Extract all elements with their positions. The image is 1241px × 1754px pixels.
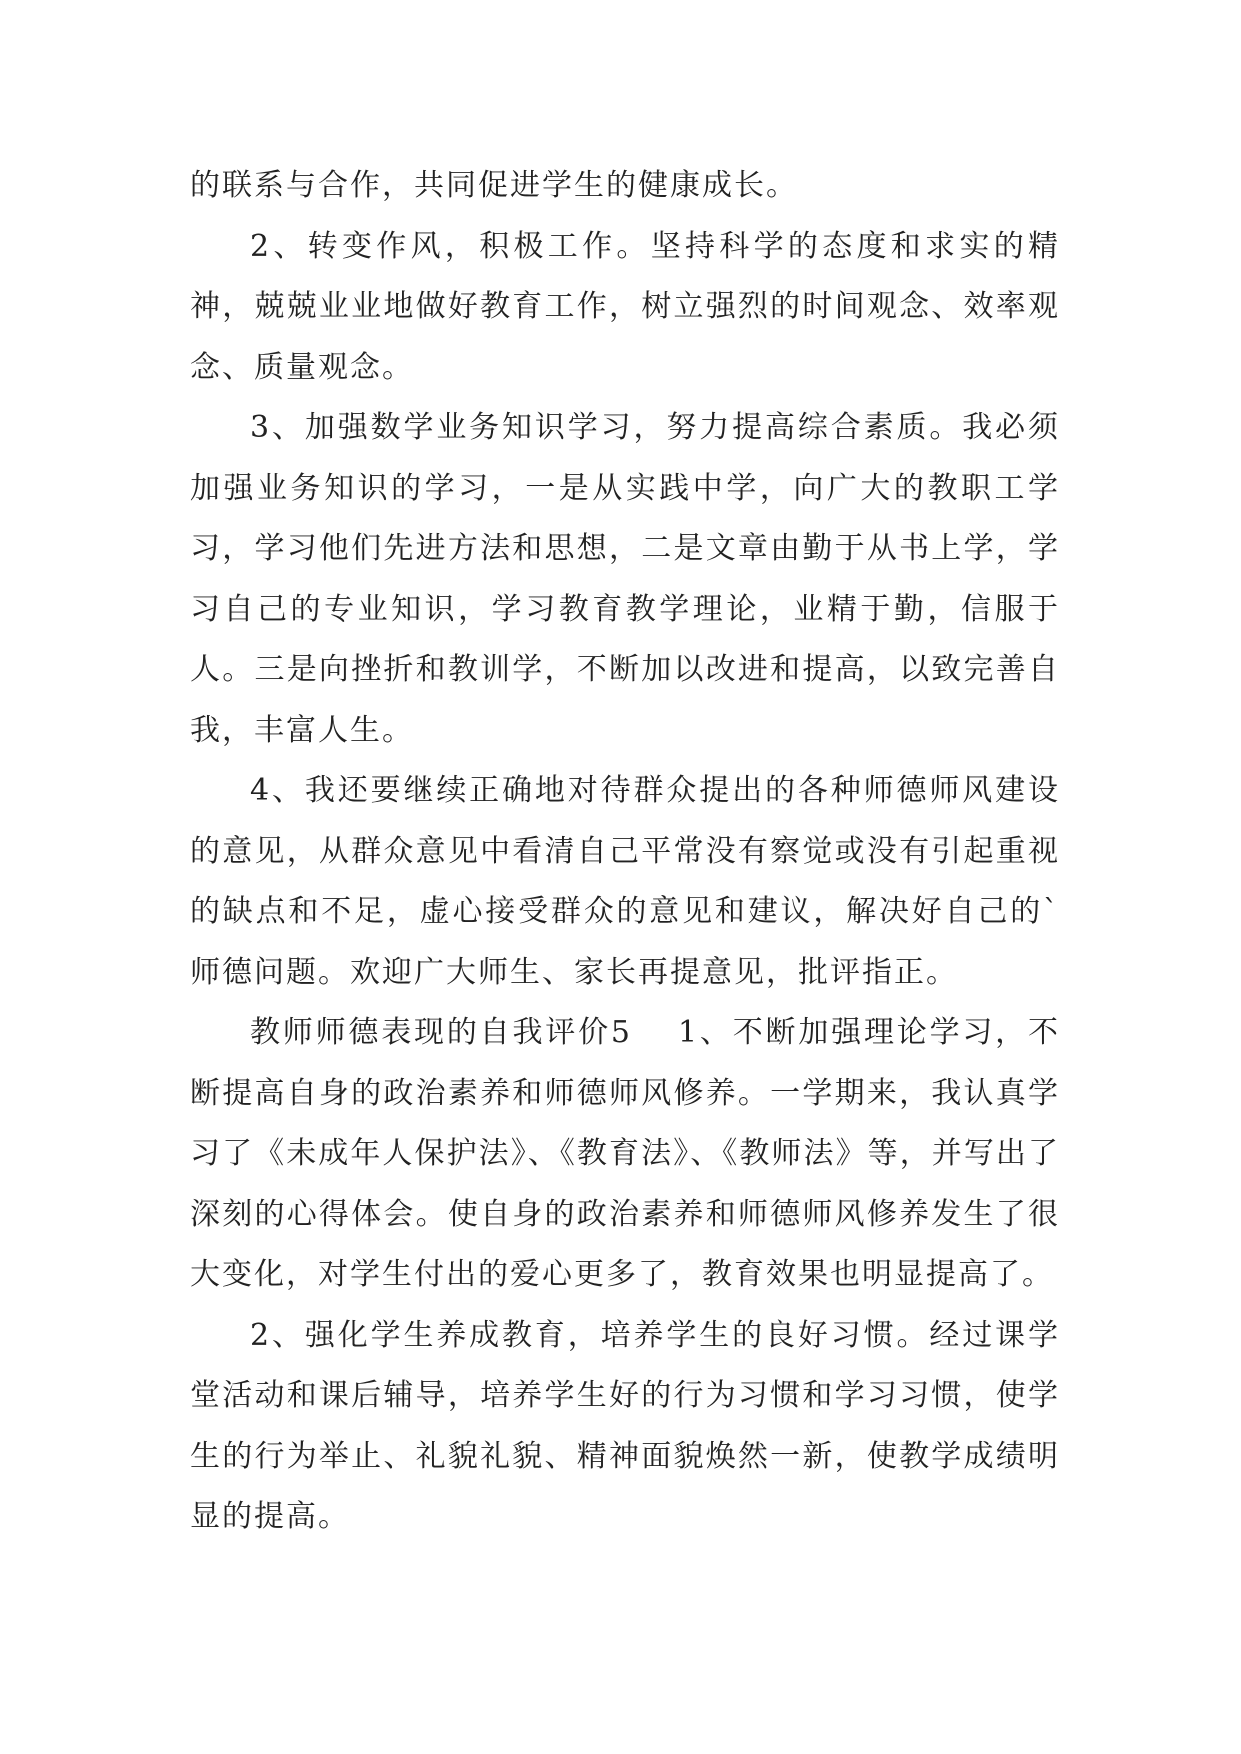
paragraph-item-3: 3、加强数学业务知识学习，努力提高综合素质。我必须加强业务知识的学习，一是从实践中学，向广大的教职工学习，学习他们先进方法和思想，二是文章由勤于从书上学，学习自己的专业知识，学习教育教学理论，业精于勤，信服于人。三是向挫折和教训学，不断加以改进和提高，以致完善自我，丰富人生。 [190,410,1060,748]
section-paragraph-5 [190,1003,1060,1306]
paragraph-item-2b: 2、强化学生养成教育，培养学生的良好习惯。经过课学堂活动和课后辅导，培养学生好的行为习惯和学习习惯，使学生的行为举止、礼貌礼貌、精神面貌焕然一新，使教学成绩明显的提高。 [190,1317,1060,1534]
paragraph-continuation: 的联系与合作，共同促进学生的健康成长。 [190,168,798,203]
paragraph-item-2: 2、转变作风，积极工作。坚持科学的态度和求实的精神，兢兢业业地做好教育工作，树立强烈的时间观念、效率观念、质量观念。 [190,228,1060,385]
document-body [190,156,1060,1548]
paragraph-item-4: 4、我还要继续正确地对待群众提出的各种师德师风建设的意见，从群众意见中看清自己平常没有察觉或没有引起重视的缺点和不足，虚心接受群众的意见和建议，解决好自己的`师德问题。欢迎广大师生、家长再提意见，批评指正。 [190,773,1060,990]
section-paragraph-text: 1、不断加强理论学习，不断提高自身的政治素养和师德师风修养。一学期来，我认真学习了《未成年人保护法》、《教育法》、《教师法》等，并写出了深刻的心得体会。使自身的政治素养和师德师风修养发生了很大变化，对学生付出的爱心更多了，教育效果也明显提高了。 [190,1015,1060,1292]
section-heading: 教师师德表现的自我评价5 [250,1015,632,1050]
